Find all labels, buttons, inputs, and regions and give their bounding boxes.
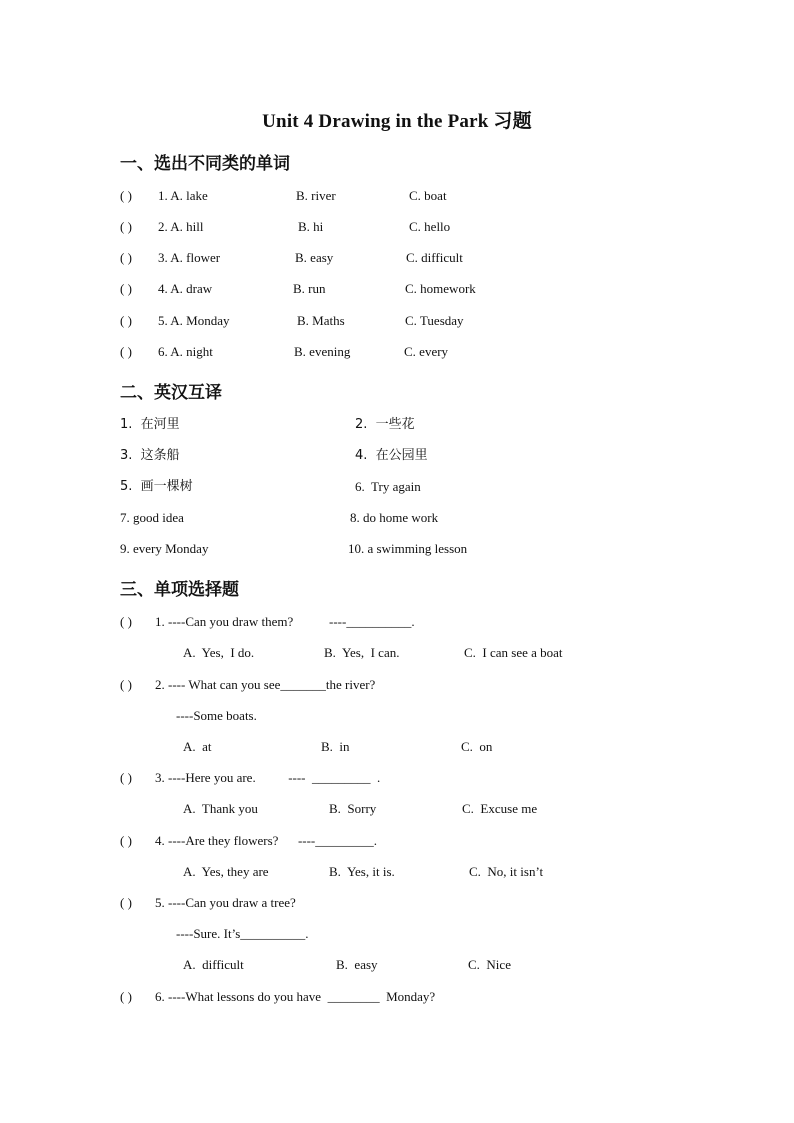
option-b: B. run — [293, 281, 326, 296]
translation-item: 5. 画一棵树 — [120, 479, 193, 494]
question-stem: 5. ----Can you draw a tree? — [155, 895, 296, 910]
option-a: A. Thank you — [183, 801, 258, 816]
answer-blank: ( ) — [120, 281, 132, 296]
question-answer: ----Sure. It’s__________. — [176, 926, 309, 941]
option-a: 3. A. flower — [158, 250, 221, 265]
option-a: 1. A. lake — [158, 188, 208, 203]
answer-blank: ( ) — [120, 344, 132, 359]
option-c: C. homework — [405, 281, 476, 296]
section-2-heading: 二、英汉互译 — [120, 383, 222, 403]
option-c: C. No, it isn’t — [469, 864, 544, 879]
answer-blank: ( ) — [120, 250, 132, 265]
section-3-heading: 三、单项选择题 — [120, 580, 239, 600]
answer-blank: ( ) — [120, 219, 132, 234]
option-a: 5. A. Monday — [158, 313, 230, 328]
section-1-heading: 一、选出不同类的单词 — [120, 154, 290, 174]
option-b: B. Yes, it is. — [329, 864, 395, 879]
option-b: B. in — [321, 739, 350, 754]
option-b: B. Sorry — [329, 801, 377, 816]
option-b: B. easy — [336, 957, 378, 972]
option-b: B. easy — [295, 250, 334, 265]
option-b: B. evening — [294, 344, 351, 359]
answer-blank: ( ) — [120, 833, 132, 848]
option-c: C. every — [404, 344, 449, 359]
translation-item: 10. a swimming lesson — [348, 541, 468, 556]
option-c: C. Excuse me — [462, 801, 538, 816]
option-c: C. difficult — [406, 250, 463, 265]
answer-blank: ( ) — [120, 614, 132, 629]
translation-item: 8. do home work — [350, 510, 439, 525]
option-b: B. Yes, I can. — [324, 645, 400, 660]
option-a: A. Yes, they are — [183, 864, 269, 879]
translation-item: 9. every Monday — [120, 541, 209, 556]
question-stem: 2. ---- What can you see_______the river? — [155, 677, 376, 692]
option-b: B. hi — [298, 219, 324, 234]
option-a: A. at — [183, 739, 212, 754]
option-b: B. river — [296, 188, 336, 203]
translation-item: 2. 一些花 — [355, 417, 415, 432]
option-a: 4. A. draw — [158, 281, 213, 296]
option-c: C. boat — [409, 188, 447, 203]
translation-item: 6. Try again — [355, 479, 421, 494]
answer-blank: ( ) — [120, 188, 132, 203]
answer-blank: ( ) — [120, 770, 132, 785]
option-a: A. difficult — [183, 957, 244, 972]
answer-blank: ( ) — [120, 989, 132, 1004]
option-a: 2. A. hill — [158, 219, 204, 234]
option-c: C. Nice — [468, 957, 511, 972]
answer-blank: ( ) — [120, 895, 132, 910]
question-answer: ----Some boats. — [176, 708, 257, 723]
option-c: C. Tuesday — [405, 313, 464, 328]
question-stem: 6. ----What lessons do you have ________ Monday? — [155, 989, 436, 1004]
option-c: C. hello — [409, 219, 451, 234]
option-c: C. I can see a boat — [464, 645, 563, 660]
translation-item: 7. good idea — [120, 510, 184, 525]
option-a: A. Yes, I do. — [183, 645, 255, 660]
answer-blank: ( ) — [120, 313, 132, 328]
question-stem: 3. ----Here you are. ---- _________ . — [155, 770, 381, 785]
question-stem: 4. ----Are they flowers? ----_________. — [155, 833, 378, 848]
translation-item: 4. 在公园里 — [355, 448, 428, 463]
option-c: C. on — [461, 739, 493, 754]
option-b: B. Maths — [297, 313, 345, 328]
page-title: Unit 4 Drawing in the Park 习题 — [262, 111, 532, 132]
translation-item: 3. 这条船 — [120, 448, 180, 463]
translation-item: 1. 在河里 — [120, 417, 180, 432]
option-a: 6. A. night — [158, 344, 213, 359]
question-stem: 1. ----Can you draw them? ----__________. — [155, 614, 415, 629]
answer-blank: ( ) — [120, 677, 132, 692]
